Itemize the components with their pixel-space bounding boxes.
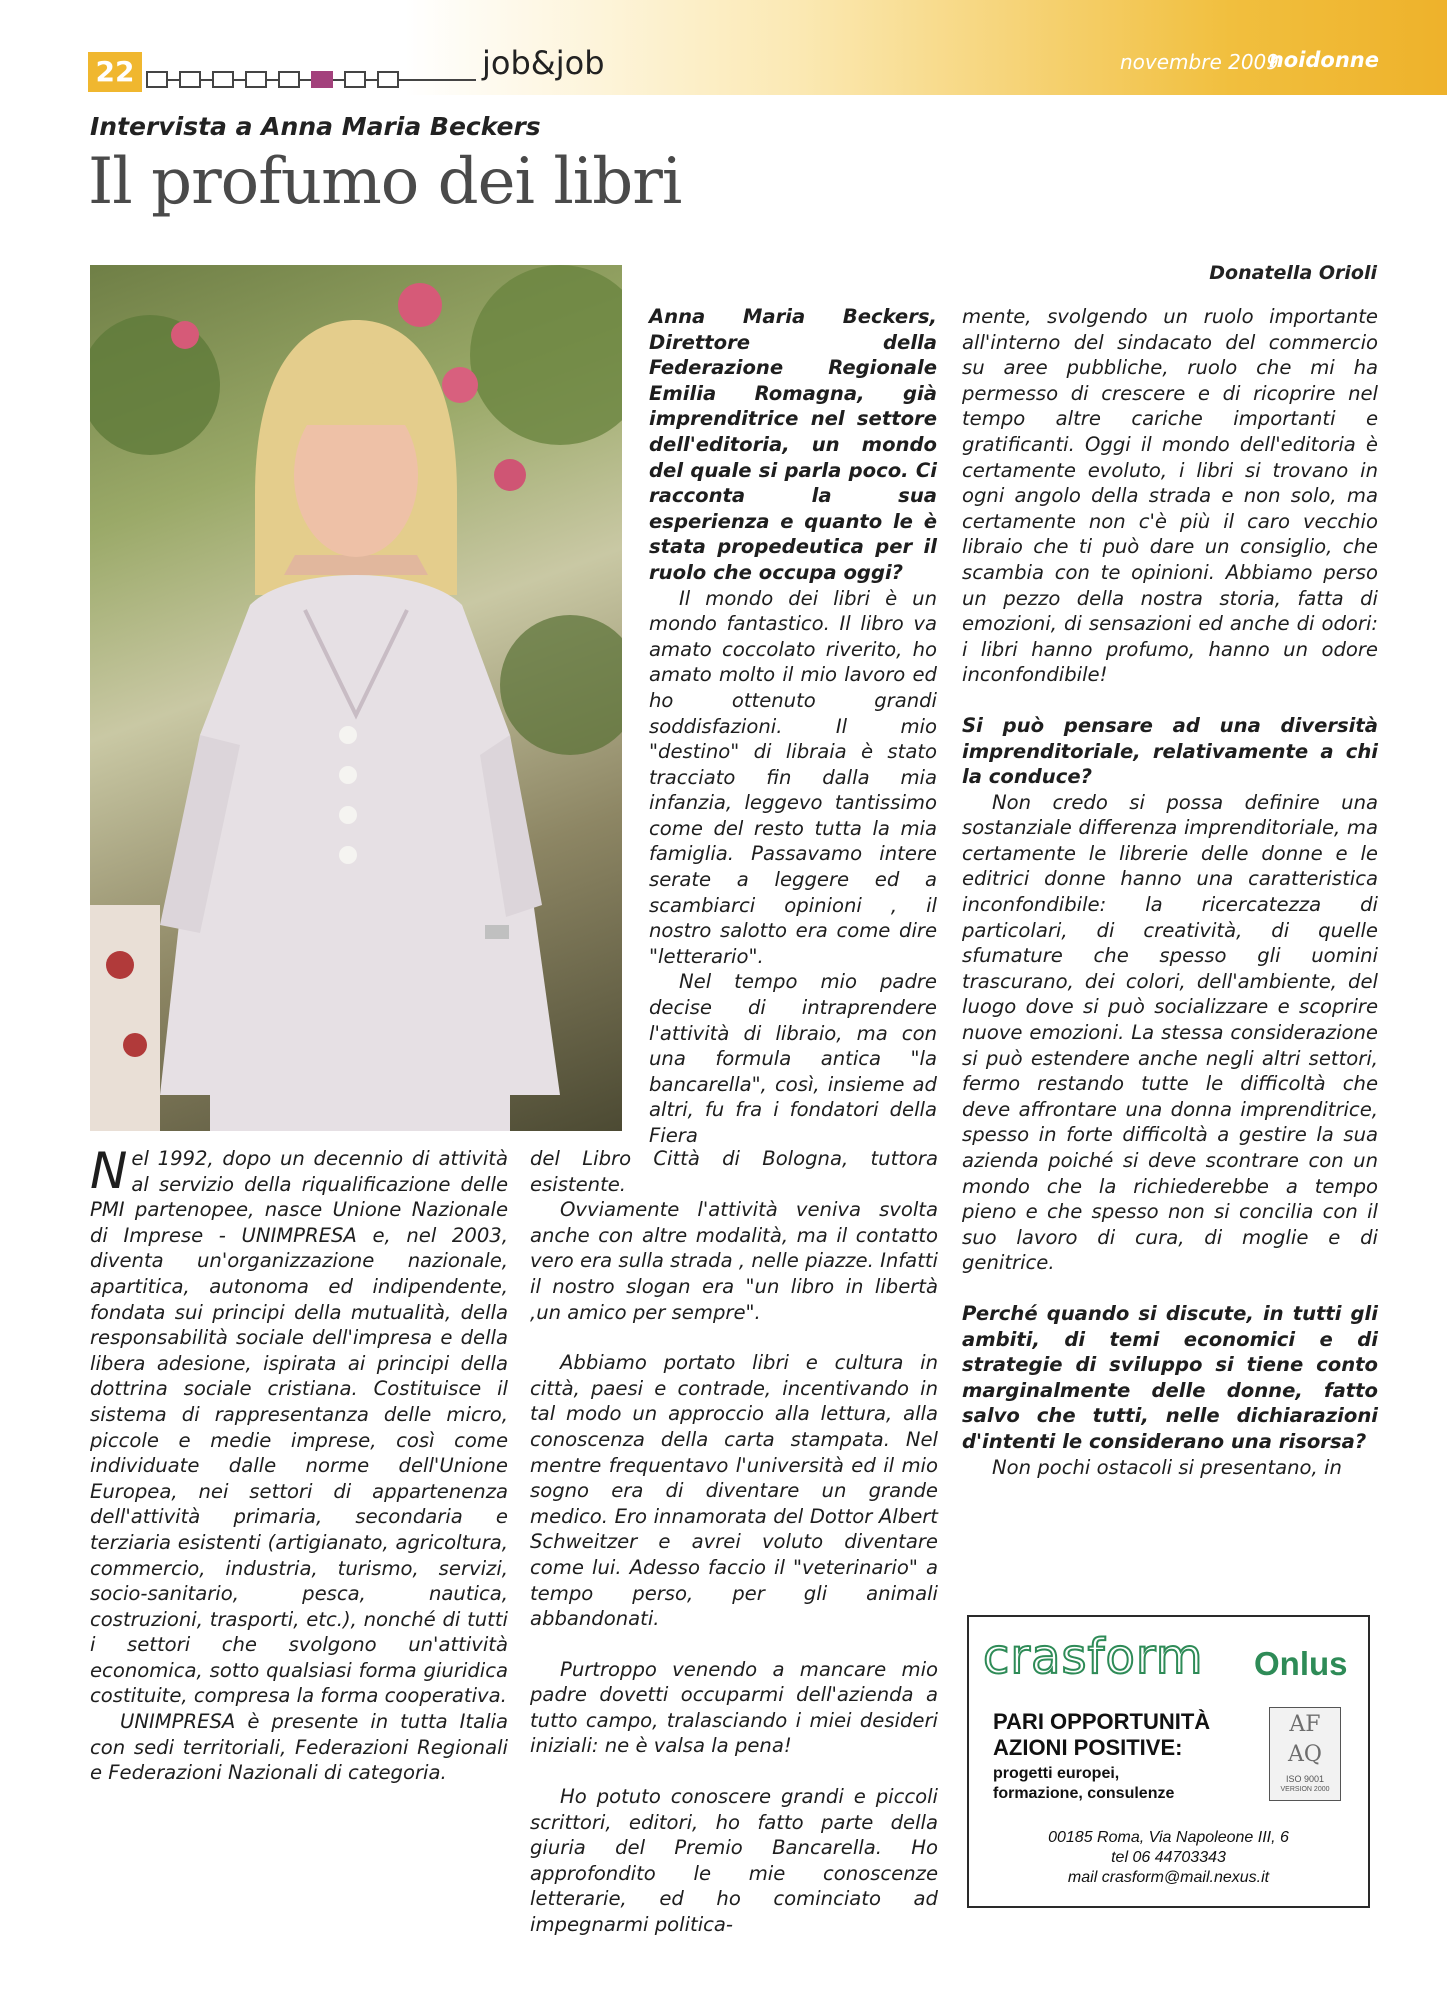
- ad-services: formazione, consulenze: [993, 1785, 1175, 1802]
- article-paragraph: Il mondo dei libri è un mondo fantastico. Il libro va amato coccolato riverito, ho amato molto il mio lavoro ed ho ottenuto grandi soddisfazioni. Il mio "destino" di libraia è stato tracciato fin dalla mia infanzia, leggevo tantissimo come del resto tutta la mia famiglia. Passavamo intere serate a leggere ed a scambiarci opinioni , il nostro salotto era come dire "letterario".: [649, 586, 937, 968]
- section-square: [278, 71, 300, 88]
- certification-logo: [1269, 1707, 1341, 1801]
- interview-question: Perché quando si discute, in tutti gli ambiti, di temi economici e di strategie di sviluppo si tiene conto marginalmente delle donne, fatto salvo che tutti, nelle dichiarazioni d'intenti le considerano una risorsa?: [962, 1301, 1378, 1453]
- section-square: [245, 71, 267, 88]
- cert-version: VERSION 2000: [1280, 1786, 1330, 1793]
- article-paragraph: Ho potuto conoscere grandi e piccoli scrittori, editori, ho fatto parte della giuria del Premio Bancarella. Ho approfondito le mie conoscenze letterarie, ed ho cominciato ad impegnarmi politica-: [530, 1785, 938, 1937]
- section-name: job&job: [482, 44, 605, 82]
- section-squares: [146, 70, 476, 90]
- crasform-advertisement: [967, 1615, 1370, 1908]
- magazine-name: noidonne: [1268, 48, 1379, 72]
- article-column-1: [90, 1142, 508, 1786]
- article-paragraph: Purtroppo venendo a mancare mio padre dovetti occuparmi dell'azienda a tutto campo, tralasciando i miei desideri iniziali: ne è valsa la pena!: [530, 1657, 938, 1758]
- cert-mark: AF: [1289, 1712, 1321, 1737]
- article-paragraph: Nel tempo mio padre decise di intraprendere l'attività di libraio, ma con una formula antica "la bancarella", così, insieme ad altri, fu fra i fondatori della Fiera: [649, 970, 937, 1147]
- article-paragraph: Ovviamente l'attività veniva svolta anche con altre modalità, ma il contatto vero era sulla strada , nelle piazze. Infatti il nostro slogan era "un libro in libertà ,un amico per sempre".: [530, 1198, 938, 1324]
- article-kicker: Intervista a Anna Maria Beckers: [90, 112, 541, 141]
- issue-date: novembre 2009: [1119, 50, 1279, 74]
- ad-email: mail crasform@mail.nexus.it: [1067, 1869, 1270, 1886]
- ad-address: 00185 Roma, Via Napoleone III, 6: [1048, 1829, 1289, 1846]
- cert-mark: AQ: [1288, 1742, 1322, 1767]
- ad-brand-logo: crasform: [983, 1629, 1204, 1685]
- ad-brand-suffix: Onlus: [1254, 1645, 1348, 1682]
- section-square: [212, 71, 234, 88]
- cert-iso: ISO 9001: [1285, 1774, 1325, 1784]
- page-number: 22: [88, 52, 142, 92]
- section-square: [179, 71, 201, 88]
- article-paragraph: mente, svolgendo un ruolo importante all'interno del sindacato del commercio su aree pubbliche, ruolo che mi ha permesso di crescere e di ricoprire nel tempo altre cariche importanti e gratificanti. Oggi il mondo dell'editoria è certamente evoluto, i libri si trovano in ogni angolo della strada e non solo, ma certamente non c'è più il caro vecchio libraio che ti può dare un consiglio, che scambia con te opinioni. Abbiamo perso un pezzo della nostra storia, fatta di emozioni, di sensazioni ed anche di odori: i libri hanno profumo, hanno un odore inconfondibile!: [962, 305, 1378, 687]
- section-square: [377, 71, 399, 88]
- article-title: Il profumo dei libri: [88, 145, 682, 219]
- article-paragraph: [90, 1142, 508, 1709]
- section-square: [146, 71, 168, 88]
- interview-question: Si può pensare ad una diversità imprenditoriale, relativamente a chi la conduce?: [962, 713, 1378, 789]
- ad-services: progetti europei,: [993, 1765, 1120, 1782]
- section-square: [344, 71, 366, 88]
- article-paragraph: Non credo si possa definire una sostanziale differenza imprenditoriale, ma certamente le librerie delle donne e le editrici donne hanno una caratteristica inconfondibile: la ricercatezza di particolari, di creatività, di quelle sfumature che spesso gli uomini trascurano, dei colori, dell'ambiente, del luogo dove si può socializzare e scoprire nuove emozioni. La stessa considerazione si può estendere anche negli altri settori, fermo restando tutte le difficoltà che deve affrontare una donna imprenditrice, spesso in forte difficoltà a gestire la sua azienda poiché si deve scontrare con un mondo che la richiederebbe a tempo pieno e che spesso non si concilia con il suo lavoro di cura, di moglie e di genitrice.: [962, 790, 1378, 1275]
- portrait-illustration: [90, 265, 622, 1131]
- article-column-2-top: [649, 304, 937, 1149]
- drop-cap: N: [90, 1142, 128, 1200]
- section-square: [311, 71, 333, 88]
- paragraph-text: el 1992, dopo un decennio di attività al servizio della riqualificazione delle PMI partenopee, nasce Unione Nazionale di Imprese - UNIMPRESA e, nel 2003, diventa un'organizzazione nazionale, apartitica, autonoma ed indipendente, fondata sui principi della mutualità, della responsabilità sociale dell'impresa e della libera adesione, ispirata ai principi della dottrina sociale cristiana. Costituisce il sistema di rappresentanza delle micro, piccole e medie imprese, così come individuate dalle norme dell'Unione Europea, nei settori di appartenenza dell'attività primaria, secondaria e terziaria esistenti (artigianato, agricoltura, commercio, industria, turismo, servizi, socio-sanitario, pesca, nautica, costruzioni, trasporti, etc.), nonché di tutti i settori che svolgono un'attività economica, sotto qualsiasi forma giuridica costituite, compresa la forma cooperativa.: [90, 1147, 508, 1708]
- article-paragraph: del Libro Città di Bologna, tuttora esistente.: [530, 1147, 938, 1196]
- ad-headline: AZIONI POSITIVE:: [993, 1735, 1183, 1760]
- ad-headline: PARI OPPORTUNITÀ: [993, 1709, 1211, 1734]
- article-author: Donatella Orioli: [1209, 262, 1377, 284]
- article-column-2-bottom: [530, 1146, 938, 1938]
- woman-portrait-photo: [90, 265, 622, 1131]
- interview-question: Anna Maria Beckers, Direttore della Federazione Regionale Emilia Romagna, già imprenditrice nel settore dell'editoria, un mondo del quale si parla poco. Ci racconta la sua esperienza e quanto le è stata propedeutica per il ruolo che occupa oggi?: [649, 305, 937, 584]
- article-paragraph: UNIMPRESA è presente in tutta Italia con sedi territoriali, Federazioni Regionali e Federazioni Nazionali di categoria.: [90, 1710, 508, 1785]
- article-paragraph: Non pochi ostacoli si presentano, in: [992, 1455, 1342, 1479]
- article-column-3: [962, 304, 1378, 1480]
- article-paragraph: Abbiamo portato libri e cultura in città, paesi e contrade, incentivando in tal modo un approccio alla lettura, alla conoscenza della carta stampata. Nel mentre frequentavo l'università ed il mio sogno era di diventare un grande medico. Ero innamorata del Dottor Albert Schweitzer e avrei voluto diventare come lui. Adesso faccio il "veterinario" a tempo perso, per gli animali abbandonati.: [530, 1351, 938, 1631]
- ad-phone: tel 06 44703343: [1111, 1849, 1226, 1866]
